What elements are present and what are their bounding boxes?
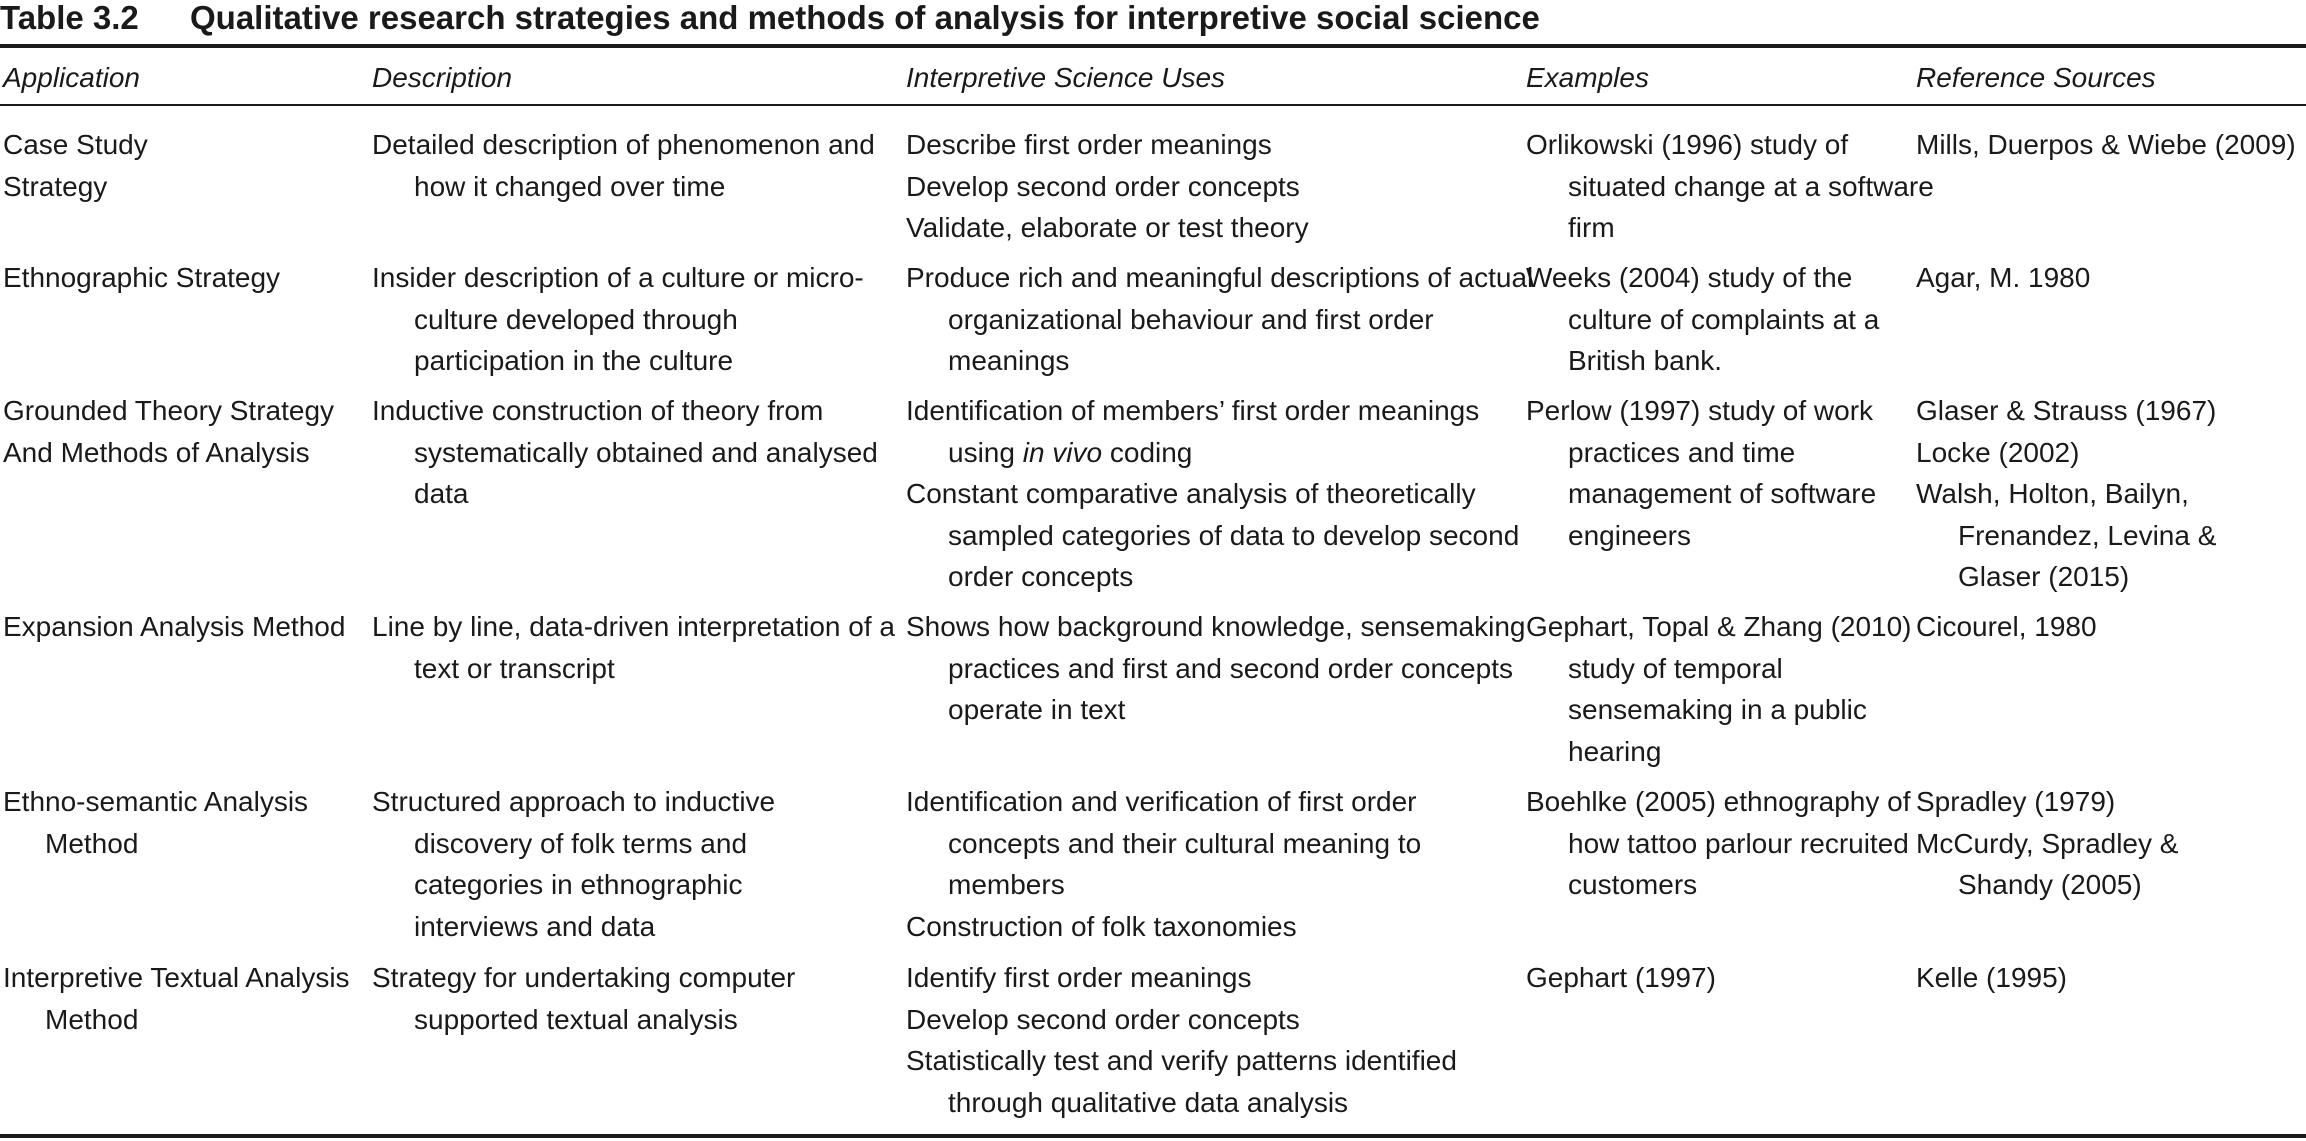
references-line: Spradley (1979) — [1916, 786, 2116, 817]
cell-application — [3, 124, 148, 207]
application-line: And Methods of Analysis — [3, 436, 310, 468]
cell-references — [1916, 257, 2090, 299]
uses-line: Produce rich and meaningful descriptions of actual organizational behaviour and first order meanings — [906, 262, 1534, 376]
cell-references — [1916, 781, 2258, 906]
top-rule — [0, 44, 2306, 48]
references-line: McCurdy, Spradley & Shandy (2005) — [1916, 827, 2179, 900]
cell-application — [3, 606, 375, 648]
cell-application — [3, 257, 280, 299]
uses-line: Identification and verification of first order concepts and their cultural meaning to members — [906, 786, 1422, 900]
description-line: Inductive construction of theory from systematically obtained and analysed data — [372, 395, 878, 509]
header-examples: Examples — [1526, 62, 1649, 93]
application-line: Ethno-semantic Analysis Method — [3, 786, 309, 859]
description-line: Detailed description of phenomenon and how it changed over time — [372, 129, 875, 202]
cell-application — [3, 781, 375, 864]
cell-uses — [906, 390, 1548, 598]
cell-examples — [1526, 606, 1928, 772]
header-interpretive-uses: Interpretive Science Uses — [906, 62, 1226, 93]
cell-description — [372, 124, 899, 207]
cell-references — [1916, 390, 2298, 598]
header-application: Application — [3, 62, 140, 93]
cell-examples — [1526, 124, 1948, 249]
cell-examples — [1526, 257, 1923, 382]
examples-line: Weeks (2004) study of the culture of complaints at a British bank. — [1526, 262, 1880, 376]
uses-line: Identification of members’ first order meanings using in vivo coding — [906, 395, 1480, 468]
examples-line: Boehlke (2005) ethnography of how tattoo parlour recruited customers — [1526, 786, 1911, 900]
examples-line: Gephart (1997) — [1526, 962, 1716, 993]
description-line: Strategy for undertaking computer supported textual analysis — [372, 962, 796, 1035]
uses-line: Develop second order concepts — [906, 170, 1300, 202]
cell-description — [372, 606, 914, 689]
description-line: Insider description of a culture or micro-culture developed through participation in the culture — [372, 262, 864, 376]
cell-examples — [1526, 781, 1948, 906]
cell-examples — [1526, 390, 1948, 556]
references-line: Cicourel, 1980 — [1916, 611, 2097, 642]
application-line: Strategy — [3, 170, 108, 202]
header-reference-sources: Reference Sources — [1916, 62, 2156, 93]
uses-line: Develop second order concepts — [906, 1003, 1300, 1035]
cell-examples — [1526, 957, 1716, 999]
cell-references — [1916, 606, 2097, 648]
description-line: Line by line, data-driven interpretation of a text or transcript — [372, 611, 895, 684]
uses-line: Describe first order meanings — [906, 129, 1272, 160]
bottom-rule — [0, 1134, 2306, 1138]
cell-uses — [906, 781, 1508, 947]
application-line: Ethnographic Strategy — [3, 262, 281, 293]
uses-line: Statistically test and verify patterns identified through qualitative data analysis — [906, 1045, 1457, 1118]
table-title: Qualitative research strategies and methods of analysis for interpretive social science — [190, 0, 1540, 36]
examples-line: Perlow (1997) study of work practices and time management of software engineers — [1526, 395, 1877, 551]
cell-description — [372, 781, 854, 947]
cell-uses — [906, 957, 1548, 1123]
uses-line: Constant comparative analysis of theoretically sampled categories of data to develop second order concepts — [906, 478, 1520, 592]
uses-line: Construction of folk taxonomies — [906, 910, 1297, 942]
uses-line: Shows how background knowledge, sensemaking practices and first and second order concepts operate in text — [906, 611, 1526, 725]
cell-application — [3, 390, 334, 473]
cell-description — [372, 390, 899, 515]
cell-references — [1916, 957, 2067, 999]
cell-uses — [906, 124, 1309, 249]
references-line: Mills, Duerpos & Wiebe (2009) — [1916, 129, 2296, 160]
description-line: Structured approach to inductive discovery of folk terms and categories in ethnographic interviews and data — [372, 786, 776, 942]
table-caption — [0, 0, 2306, 44]
cell-references — [1916, 124, 2298, 166]
references-line: Agar, M. 1980 — [1916, 262, 2091, 293]
application-line: Expansion Analysis Method — [3, 611, 346, 642]
application-line: Grounded Theory Strategy — [3, 395, 335, 426]
examples-line: Orlikowski (1996) study of situated change at a software firm — [1526, 129, 1934, 243]
cell-application — [3, 957, 375, 1040]
references-line: Kelle (1995) — [1916, 962, 2067, 993]
references-line: Glaser & Strauss (1967) — [1916, 395, 2217, 426]
cell-uses — [906, 257, 1548, 382]
cell-description — [372, 257, 889, 382]
application-line: Interpretive Textual Analysis Method — [3, 962, 350, 1035]
cell-uses — [906, 606, 1548, 731]
header-rule — [0, 104, 2306, 106]
table-number: Table 3.2 — [0, 0, 139, 36]
examples-line: Gephart, Topal & Zhang (2010) study of temporal sensemaking in a public hearing — [1526, 611, 1912, 767]
uses-line: Validate, elaborate or test theory — [906, 212, 1309, 243]
cell-description — [372, 957, 889, 1040]
references-line: Walsh, Holton, Bailyn, Frenandez, Levina & Glaser (2015) — [1916, 478, 2217, 592]
header-description: Description — [372, 62, 513, 93]
application-line: Case Study — [3, 129, 148, 160]
references-line: Locke (2002) — [1916, 436, 2080, 468]
uses-line: Identify first order meanings — [906, 962, 1252, 993]
